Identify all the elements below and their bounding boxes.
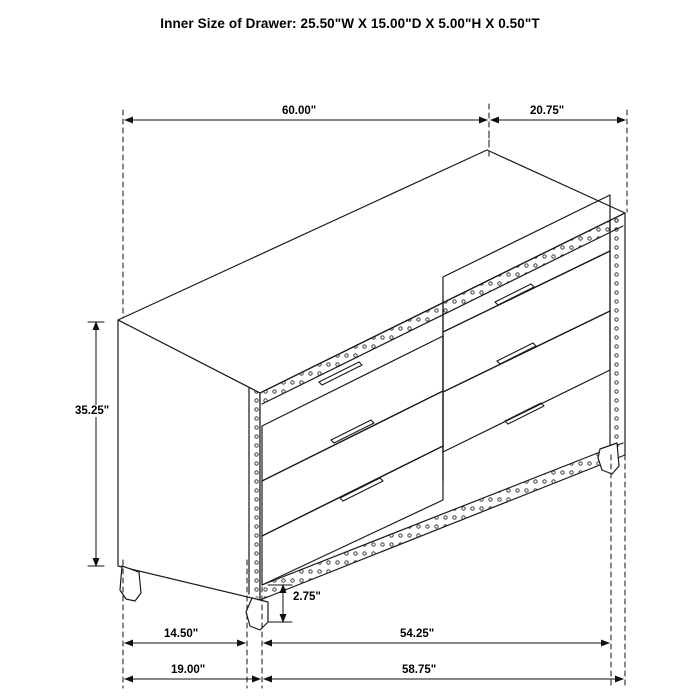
dim-label-left-foot-offset: 14.50" [161,628,201,640]
dim-label-front-width: 54.25" [397,628,437,640]
page-title: Inner Size of Drawer: 25.50"W X 15.00"D X 5.00"H X 0.50"T [160,16,540,31]
dim-label-base-front: 58.75" [399,664,439,676]
dim-label-base-left: 19.00" [168,664,208,676]
leg-front-center [246,598,268,630]
dim-label-top-width: 60.00" [279,105,319,117]
dim-label-foot-height: 2.75" [290,591,324,603]
dim-label-top-depth: 20.75" [527,105,567,117]
dim-label-overall-height: 35.25" [72,405,112,417]
dim-overall-height [88,322,104,566]
